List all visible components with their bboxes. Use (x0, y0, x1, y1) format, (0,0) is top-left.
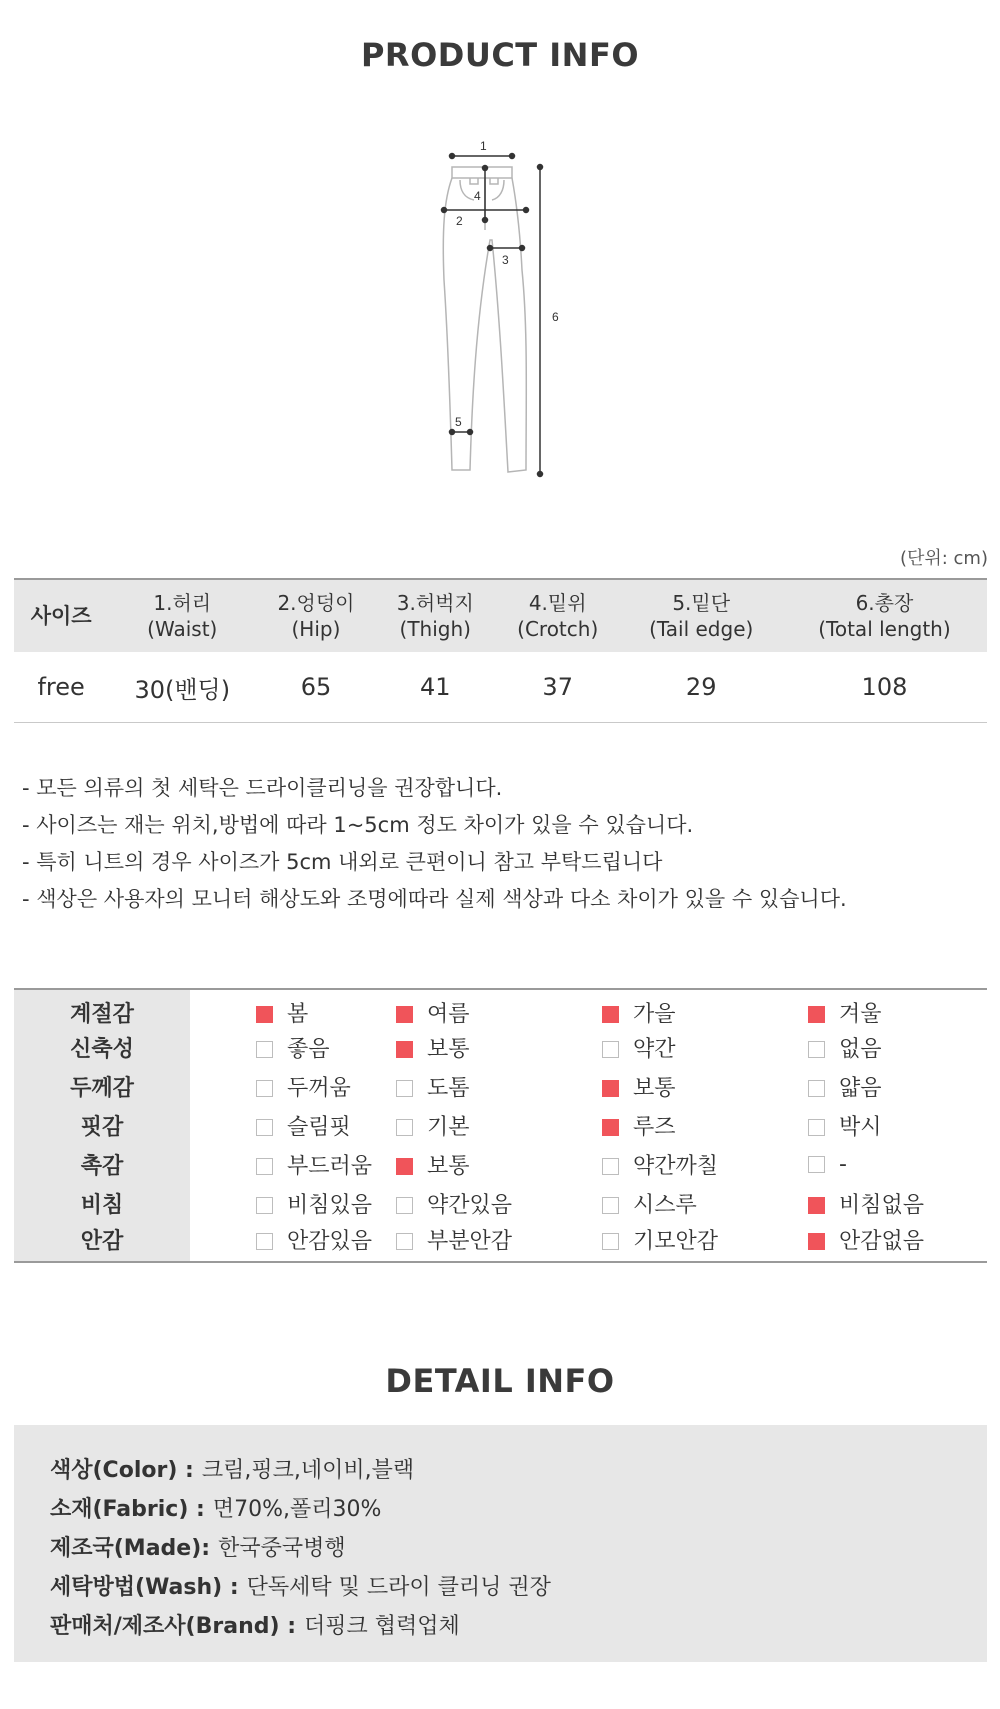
feature-option-label: 비침없음 (839, 1193, 925, 1218)
feature-option (808, 1028, 987, 1067)
feature-option-label: 비침있음 (287, 1193, 373, 1218)
feature-label: 비침 (14, 1184, 190, 1223)
unchecked-box-icon (808, 1119, 825, 1136)
feature-option-label: 약간 (633, 1037, 676, 1062)
note-item: - 사이즈는 재는 위치,방법에 따라 1~5cm 정도 차이가 있을 수 있습니다. (22, 813, 694, 837)
diagram-label-1: 1 (480, 140, 487, 153)
feature-option (602, 1106, 808, 1145)
unit-note: (단위: cm) (899, 548, 988, 569)
feature-label: 핏감 (14, 1106, 190, 1145)
feature-option (602, 1067, 808, 1106)
unchecked-box-icon (256, 1233, 273, 1250)
unchecked-box-icon (256, 1197, 273, 1214)
note-item: - 모든 의류의 첫 세탁은 드라이클리닝을 권장합니다. (22, 776, 503, 800)
feature-option (808, 1106, 987, 1145)
unchecked-box-icon (256, 1119, 273, 1136)
product-info-title: PRODUCT INFO (360, 36, 640, 74)
unchecked-box-icon (808, 1156, 825, 1173)
size-cell: 29 (620, 652, 781, 723)
size-header-waist: 1.허리 (Waist) (108, 579, 256, 652)
feature-option (808, 1145, 987, 1184)
diagram-label-3: 3 (502, 253, 509, 267)
unchecked-box-icon (602, 1041, 619, 1058)
feature-option-label: 보통 (427, 1154, 470, 1179)
feature-option-label: 약간까칠 (633, 1154, 719, 1179)
detail-info-box (14, 1425, 987, 1662)
unchecked-box-icon (602, 1233, 619, 1250)
unchecked-box-icon (808, 1080, 825, 1097)
detail-row-wash: 세탁방법(Wash) : 단독세탁 및 드라이 클리닝 권장 (50, 1575, 551, 1600)
feature-option (396, 1145, 602, 1184)
feature-option (190, 1028, 396, 1067)
feature-table (14, 988, 987, 1263)
feature-option-label: 약간있음 (427, 1193, 513, 1218)
feature-option (396, 989, 602, 1028)
checked-box-icon (808, 1233, 825, 1250)
unchecked-box-icon (396, 1080, 413, 1097)
checked-box-icon (808, 1006, 825, 1023)
unchecked-box-icon (808, 1041, 825, 1058)
feature-option-label: 봄 (287, 1001, 309, 1027)
feature-option (602, 989, 808, 1028)
note-item: - 특히 니트의 경우 사이즈가 5cm 내외로 큰편이니 참고 부탁드립니다 (22, 850, 663, 874)
size-table-header (14, 579, 987, 652)
detail-row-fabric: 소재(Fabric) : 면70%,폴리30% (50, 1497, 382, 1522)
size-cell: 30(밴딩) (108, 652, 256, 723)
unchecked-box-icon (602, 1158, 619, 1175)
feature-option-label: 안감없음 (839, 1228, 925, 1254)
pants-diagram (430, 140, 580, 490)
unchecked-box-icon (256, 1041, 273, 1058)
unchecked-box-icon (396, 1233, 413, 1250)
size-cell: 37 (495, 652, 621, 723)
feature-option (396, 1106, 602, 1145)
unchecked-box-icon (256, 1080, 273, 1097)
size-header-hip: 2.엉덩이 (Hip) (256, 579, 375, 652)
note-item: - 색상은 사용자의 모니터 해상도와 조명에따라 실제 색상과 다소 차이가 있을 수 있습니다. (22, 887, 847, 911)
feature-option-label: 박시 (839, 1115, 882, 1140)
detail-info-title: DETAIL INFO (385, 1362, 615, 1400)
unchecked-box-icon (602, 1197, 619, 1214)
size-table (14, 578, 987, 723)
feature-option-label: 좋음 (287, 1037, 330, 1062)
feature-option (396, 1184, 602, 1223)
size-header-tail-edge: 5.밑단 (Tail edge) (620, 579, 781, 652)
feature-option-label: 겨울 (839, 1001, 882, 1027)
feature-option-label: 두꺼움 (287, 1076, 351, 1101)
feature-row (14, 1145, 987, 1184)
checked-box-icon (396, 1158, 413, 1175)
feature-label: 신축성 (14, 1028, 190, 1067)
feature-option (808, 1067, 987, 1106)
diagram-label-4: 4 (474, 189, 481, 203)
feature-option-label: 도톰 (427, 1076, 470, 1101)
feature-option (396, 1067, 602, 1106)
feature-option (190, 1067, 396, 1106)
feature-option (602, 1184, 808, 1223)
size-cell: free (14, 652, 108, 723)
feature-option (808, 1184, 987, 1223)
checked-box-icon (396, 1006, 413, 1023)
diagram-label-6: 6 (552, 310, 559, 324)
feature-label: 두께감 (14, 1067, 190, 1106)
feature-row (14, 1184, 987, 1223)
feature-row (14, 1106, 987, 1145)
feature-row (14, 1223, 987, 1262)
size-cell: 65 (256, 652, 375, 723)
checked-box-icon (602, 1080, 619, 1097)
feature-option-label: - (839, 1152, 847, 1177)
feature-option-label: 안감있음 (287, 1228, 373, 1254)
feature-label: 계절감 (14, 989, 190, 1028)
feature-option (602, 1223, 808, 1262)
size-cell: 108 (782, 652, 987, 723)
detail-row-brand: 판매처/제조사(Brand) : 더핑크 협력업체 (50, 1614, 460, 1639)
feature-option-label: 가을 (633, 1001, 676, 1027)
feature-option-label: 부드러움 (287, 1154, 373, 1179)
feature-option-label: 루즈 (633, 1115, 676, 1140)
feature-option-label: 슬림핏 (287, 1115, 351, 1140)
feature-option-label: 여름 (427, 1001, 470, 1027)
unchecked-box-icon (256, 1158, 273, 1175)
size-header-size: 사이즈 (14, 579, 108, 652)
feature-option-label: 기모안감 (633, 1228, 719, 1254)
feature-label: 안감 (14, 1223, 190, 1262)
care-notes (22, 770, 847, 918)
feature-option-label: 없음 (839, 1037, 882, 1062)
feature-option (396, 1028, 602, 1067)
feature-option (808, 1223, 987, 1262)
feature-option (808, 989, 987, 1028)
feature-option-label: 얇음 (839, 1076, 882, 1101)
detail-row-color: 색상(Color) : 크림,핑크,네이비,블랙 (50, 1458, 415, 1483)
checked-box-icon (396, 1041, 413, 1058)
feature-option (190, 1145, 396, 1184)
size-header-total-length: 6.총장 (Total length) (782, 579, 987, 652)
diagram-label-2: 2 (456, 214, 463, 228)
feature-row (14, 1067, 987, 1106)
feature-option-label: 보통 (427, 1037, 470, 1062)
detail-row-made: 제조국(Made): 한국중국병행 (50, 1536, 346, 1561)
feature-option (190, 1223, 396, 1262)
checked-box-icon (808, 1197, 825, 1214)
feature-option (190, 989, 396, 1028)
diagram-label-5: 5 (455, 415, 462, 429)
unchecked-box-icon (396, 1119, 413, 1136)
size-cell: 41 (376, 652, 495, 723)
feature-option (602, 1145, 808, 1184)
feature-option-label: 부분안감 (427, 1228, 513, 1254)
feature-option-label: 보통 (633, 1076, 676, 1101)
feature-option (190, 1106, 396, 1145)
checked-box-icon (602, 1119, 619, 1136)
feature-option (396, 1223, 602, 1262)
feature-option-label: 기본 (427, 1115, 470, 1140)
feature-option-label: 시스루 (633, 1193, 697, 1218)
feature-row (14, 989, 987, 1028)
size-header-crotch: 4.밑위 (Crotch) (495, 579, 621, 652)
feature-option (190, 1184, 396, 1223)
checked-box-icon (256, 1006, 273, 1023)
feature-label: 촉감 (14, 1145, 190, 1184)
unchecked-box-icon (396, 1197, 413, 1214)
feature-row (14, 1028, 987, 1067)
checked-box-icon (602, 1006, 619, 1023)
feature-option (602, 1028, 808, 1067)
table-row (14, 652, 987, 723)
size-header-thigh: 3.허벅지 (Thigh) (376, 579, 495, 652)
